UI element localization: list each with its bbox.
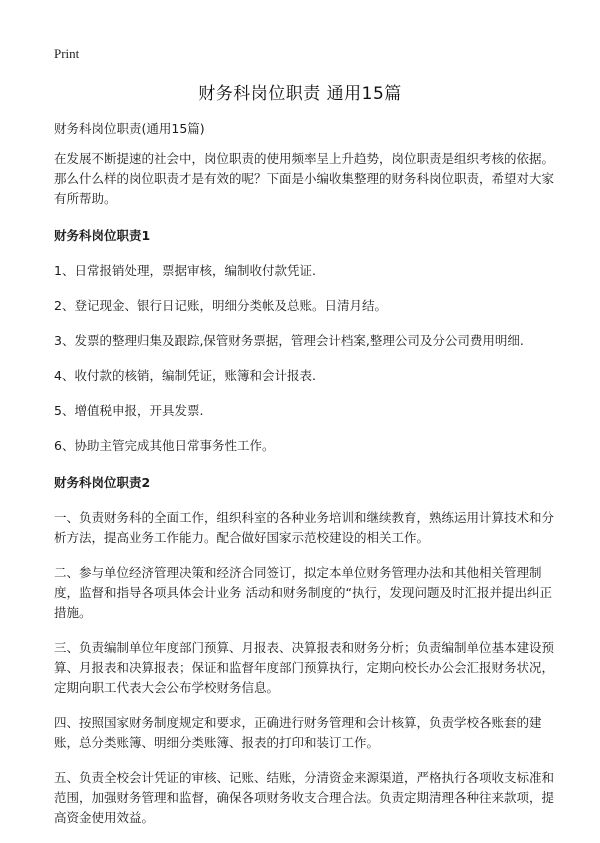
section-heading: 财务科岗位职责2 bbox=[54, 475, 151, 490]
duty-item: 1、日常报销处理，票据审核，编制收付款凭证. bbox=[54, 263, 316, 278]
document-body bbox=[54, 119, 554, 843]
duty-item: 5、增值税申报，开具发票. bbox=[54, 403, 204, 418]
duty-item: 一、负责财务科的全面工作，组织科室的各种业务培训和继续教育，熟练运用计算技术和分析方法，提高业务工作能力。配合做好国家示范校建设的相关工作。 bbox=[54, 510, 555, 545]
duty-item: 二、参与单位经济管理决策和经济合同签订，拟定本单位财务管理办法和其他相关管理制度，监督和指导各项具体会计业务 活动和财务制度的“执行，发现问题及时汇报并提出纠正措施。 bbox=[54, 565, 552, 620]
page-title: 财务科岗位职责 通用15篇 bbox=[198, 84, 402, 104]
duty-item: 五、负责全校会计凭证的审核、记账、结账，分清资金来源渠道，严格执行各项收支标准和范围，加强财务管理和监督，确保各项财务收支合理合法。负责定期清理各种往来款项，提高资金使用效益。 bbox=[54, 770, 555, 825]
intro-paragraph: 在发展不断提速的社会中，岗位职责的使用频率呈上升趋势，岗位职责是组织考核的依据。那么什么样的岗位职责才是有效的呢？下面是小编收集整理的财务科岗位职责，希望对大家有所帮助。 bbox=[54, 151, 555, 206]
duty-item: 6、协助主管完成其他日常事务性工作。 bbox=[54, 438, 275, 453]
section-heading: 财务科岗位职责1 bbox=[54, 228, 151, 243]
duty-item: 4、收付款的核销，编制凭证，账簿和会计报表. bbox=[54, 368, 316, 383]
duty-item: 四、按照国家财务制度规定和要求，正确进行财务管理和会计核算，负责学校各账套的建账，总分类账簿、明细分类账簿、报表的打印和装订工作。 bbox=[54, 715, 542, 750]
duty-item: 2、登记现金、银行日记账，明细分类帐及总账。日清月结。 bbox=[54, 298, 387, 313]
print-link[interactable]: Print bbox=[54, 46, 80, 61]
duty-item: 三、负责编制单位年度部门预算、月报表、决算报表和财务分析；负责编制单位基本建设预算、月报表和决算报表；保证和监督年度部门预算执行，定期向校长办公会汇报财务状况，定期向职工代表大会公布学校财务信息。 bbox=[54, 640, 555, 695]
duty-item: 3、发票的整理归集及跟踪,保管财务票据，管理会计档案,整理公司及分公司费用明细. bbox=[54, 333, 524, 348]
subtitle: 财务科岗位职责(通用15篇) bbox=[54, 121, 205, 136]
